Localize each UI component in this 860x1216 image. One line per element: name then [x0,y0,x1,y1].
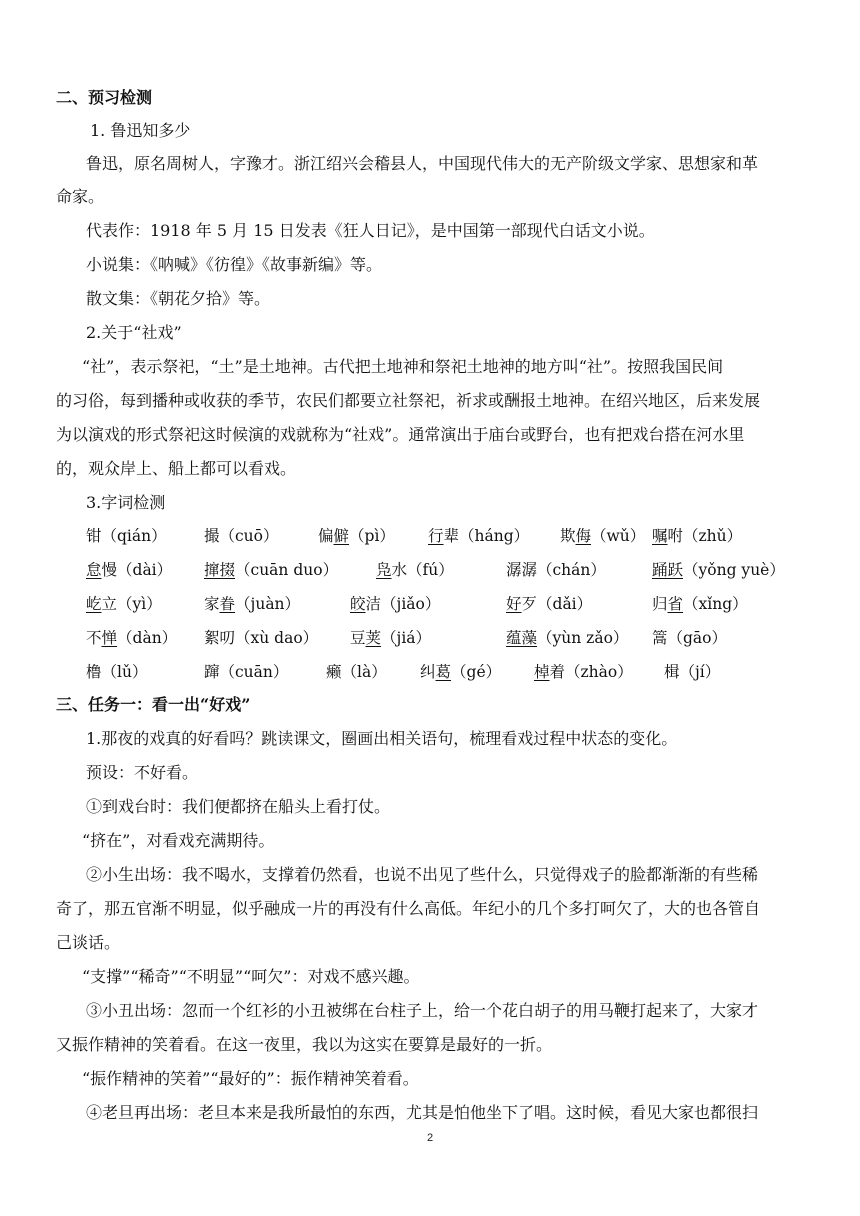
vocab-item: 凫水（fú） [376,561,454,579]
item3-title: 3.字词检测 [86,493,166,512]
item2-para-line2: 的习俗，每到播种或收获的季节，农民们都要立社祭祀，祈求或酬报土地神。在绍兴地区，后来发展 [56,391,761,410]
vocab-item: 撮（cuō） [204,527,279,545]
vocab-item: 行辈（háng） [428,527,530,545]
stage2-line1: ②小生出场：我不喝水，支撑着仍然看，也说不出见了些什么，只觉得戏子的脸都渐渐的有些稀 [86,865,759,884]
vocab-item: 絮叨（xù dao） [204,629,319,647]
item1-novels: 小说集：《呐喊》《彷徨》《故事新编》等。 [86,255,383,274]
section-heading-task1: 三、任务一：看一出“好戏” [56,695,251,714]
stage2-line3: 己谈话。 [56,933,121,952]
vocab-item: 钳（qián） [86,527,167,545]
item2-para-line4: 的，观众岸上、船上都可以看戏。 [56,459,297,478]
task1-preset: 预设：不好看。 [86,763,199,782]
item2-para-line1: “社”，表示祭祀，“土”是土地神。古代把土地神和祭祀土地神的地方叫“社”。按照我国民间 [82,357,724,376]
vocab-item: 屹立（yì） [86,595,162,613]
vocab-item: 楫（jí） [664,663,721,681]
vocab-item: 皎洁（jiǎo） [350,595,441,613]
vocab-item: 潺潺（chán） [506,561,606,579]
vocab-item: 蹿（cuān） [204,663,289,681]
vocab-item: 撺掇（cuān duo） [204,561,339,579]
item1-para-line1: 鲁迅，原名周树人，字豫才。浙江绍兴会稽县人，中国现代伟大的无产阶级文学家、思想家和革 [86,154,759,173]
stage2-note: “支撑”“稀奇”“不明显”“呵欠”：对戏不感兴趣。 [82,967,420,986]
vocab-item: 不惮（dàn） [86,629,178,647]
page-number: 2 [426,1132,434,1144]
stage1-text: ①到戏台时：我们便都挤在船头上看打仗。 [86,797,391,816]
vocab-item: 欺侮（wǔ） [560,527,646,545]
item1-essays: 散文集：《朝花夕拾》等。 [86,289,271,308]
stage3-line2: 又振作精神的笑着看。在这一夜里，我以为这实在要算是最好的一折。 [56,1035,553,1054]
vocab-item: 橹（lǔ） [86,663,148,681]
stage4-line1: ④老旦再出场：老旦本来是我所最怕的东西，尤其是怕他坐下了唱。这时候，看见大家也都很扫 [86,1103,759,1122]
stage3-note: “振作精神的笑着”“最好的”：振作精神笑着看。 [82,1069,419,1088]
vocab-item: 嘱咐（zhǔ） [652,527,743,545]
section-heading-preview: 二、预习检测 [56,88,153,107]
vocab-item: 怠慢（dài） [86,561,173,579]
item1-title: 1. 鲁迅知多少 [90,121,191,140]
vocab-item: 偏僻（pì） [318,527,395,545]
stage3-line1: ③小丑出场：忽而一个红衫的小丑被绑在台柱子上，给一个花白胡子的用马鞭打起来了，大家才 [86,1001,759,1020]
vocab-item: 豆荚（jiá） [350,629,432,647]
vocab-item: 踊跃（yǒng yuè） [652,561,785,579]
vocab-item: 归省（xǐng） [652,595,748,613]
stage2-line2: 奇了，那五官渐不明显，似乎融成一片的再没有什么高低。年纪小的几个多打呵欠了，大的也各管自 [56,899,761,918]
vocab-item: 癞（là） [326,663,387,681]
vocab-item: 纠葛（gé） [420,663,502,681]
vocab-item: 篙（gāo） [652,629,727,647]
stage1-note: “挤在”，对看戏充满期待。 [82,831,275,850]
item1-para-line2: 命家。 [56,187,105,206]
task1-question: 1.那夜的戏真的好看吗？跳读课文，圈画出相关语句，梳理看戏过程中状态的变化。 [86,729,678,748]
vocab-item: 好歹（dǎi） [506,595,593,613]
item2-para-line3: 为以演戏的形式祭祀这时候演的戏就称为“社戏”。通常演出于庙台或野台，也有把戏台搭在河水里 [56,425,745,444]
vocab-item: 棹着（zhào） [534,663,633,681]
item2-title: 2.关于“社戏” [86,323,182,342]
vocab-item: 蕴藻（yùn zǎo） [506,629,629,647]
vocab-item: 家眷（juàn） [204,595,301,613]
item1-works: 代表作：1918 年 5 月 15 日发表《狂人日记》，是中国第一部现代白话文小说。 [86,221,655,240]
